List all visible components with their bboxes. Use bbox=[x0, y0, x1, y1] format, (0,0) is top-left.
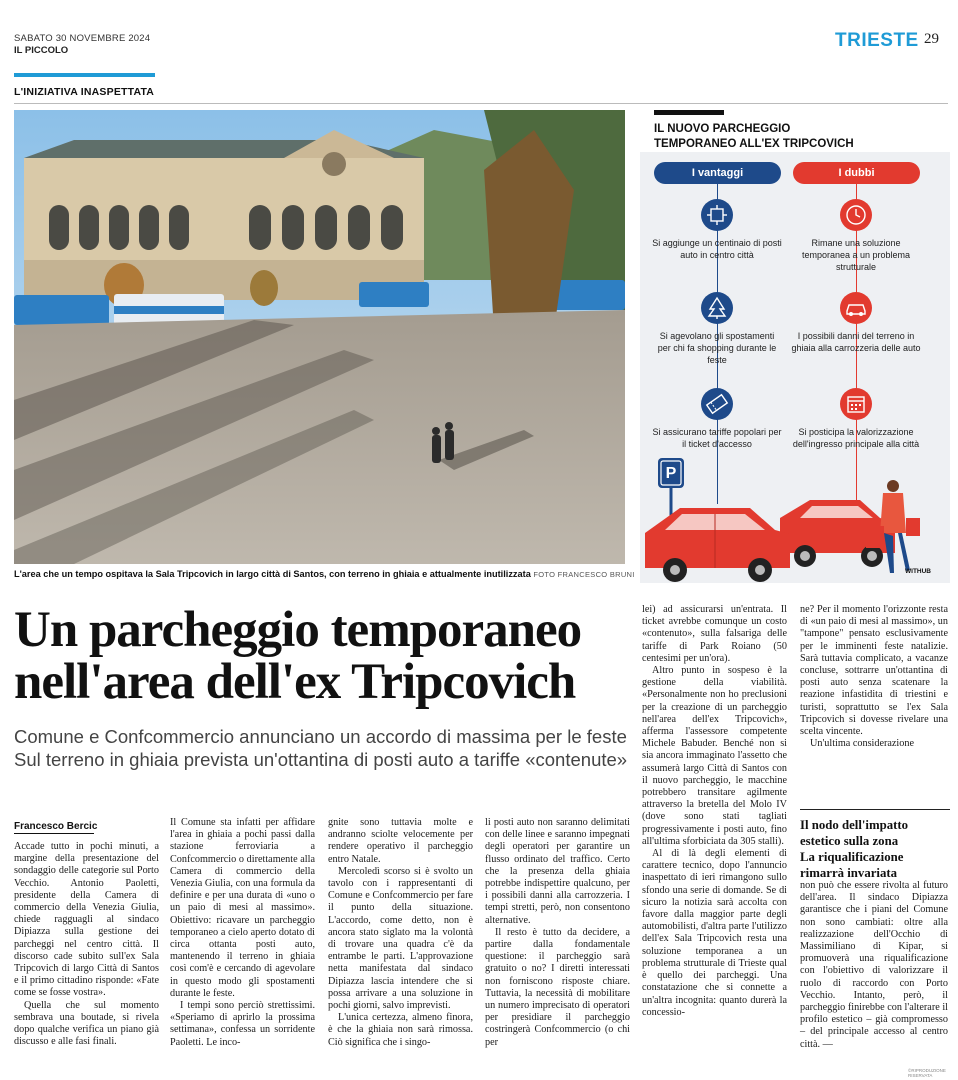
paragraph: Il Comune sta infatti per affidare l'area in ghiaia a pochi passi dalla stazione ferroviaria a Confcommercio o direttamente alla Camera di commercio della Venezia Giulia, con una formula da definire e per una durata di «uno o un paio di mesi al massimo». Obiettivo: ricavare un parcheggio temporaneo a cielo aperto dotato di circa ottanta posti auto, mantenendo il terreno in ghiaia così com'è e cercando di agevolare in questo modo gli spostamenti durante le feste. bbox=[170, 817, 315, 999]
paragraph: Il resto è tutto da decidere, a partire dalla fondamentale questione: il parcheggio sarà gratuito o no? I diretti interessati non forniscono risposte chiare. Tuttavia, la necessità di mobilitare un numero imprecisato di operatori per presidiare il parcheggio costringerà Confcommercio (o chi per bbox=[485, 926, 630, 1048]
byline-rule bbox=[14, 833, 94, 834]
body-column-3 bbox=[328, 817, 473, 1049]
headline-line1: Un parcheggio temporaneo bbox=[14, 602, 582, 658]
advantage-2-text: Si agevolano gli spostamenti per chi fa shopping durante le feste bbox=[657, 331, 777, 365]
advantage-1-text: Si aggiunge un centinaio di posti auto in centro città bbox=[652, 238, 782, 260]
photo-credit: FOTO FRANCESCO BRUNI bbox=[533, 570, 635, 579]
kicker-accent-bar bbox=[14, 73, 155, 77]
paragraph: non può che essere rivolta al futuro dell'area. Il sindaco Dipiazza garantisce che i piani del Comune non sono cambiati: oltre alla realizzazione dell'Occhio di Massimiliano di Kipar, si promuoverà una riqualificazione con l'obiettivo di valorizzare il ruolo di raccordo con Porto Vecchio. Intanto, però, il parcheggio finirebbe con l'alterare il profilo estetico – già compromesso – del principale accesso al centro città. — bbox=[800, 880, 948, 1050]
inner-subtitle-line4: rimarrà invariata bbox=[800, 866, 898, 880]
cars-illustration bbox=[640, 478, 950, 583]
infographic-credit: WITHUB bbox=[905, 568, 931, 575]
paragraph: Altro punto in sospeso è la gestione della viabilità. «Personalmente non ho preclusioni per la creazione di un parcheggio nell'area dell'ex Tripcovich», afferma l'assessore competente Michele Babuder. Benché non si sia ancora immaginato l'assetto che assumerà largo Città di Santos con il nuovo parcheggio, le macchine potrebbero transitare agilmente attraverso la bretella del Molo IV (dove sono stati tagliati progressivamente i posti auto, fino all'ultima sforbiciata da 305 stalli). bbox=[642, 665, 787, 847]
advantages-header: I vantaggi bbox=[654, 162, 781, 184]
photo-caption bbox=[14, 569, 635, 579]
body-column-2 bbox=[170, 817, 315, 1049]
ticket-icon bbox=[701, 388, 733, 420]
subheadline-line2: Sul terreno in ghiaia prevista un'ottantina di posti auto a tariffe «contenute» bbox=[14, 749, 628, 770]
parking-grid-icon bbox=[701, 199, 733, 231]
inner-subtitle-line2: estetico sulla zona bbox=[800, 834, 899, 848]
paragraph: Un'ultima considerazione bbox=[810, 738, 914, 750]
newspaper-name: IL PICCOLO bbox=[14, 45, 69, 56]
infographic-accent-bar bbox=[654, 110, 724, 115]
body-column-4 bbox=[485, 817, 630, 1049]
body-column-6b bbox=[800, 880, 948, 1051]
paragraph: Al di là degli elementi di carattere tecnico, dopo l'annuncio inaspettato di ieri rimangono sullo sfondo una serie di domande. Se di sicuro la notizia sarà accolta con favore dalla maggior parte degli automobilisti, d'altra parte l'utilizzo dell'ex Sala Tripcovich resta una soluzione temporanea a un problema strutturale di Trieste qual è quello dei parcheggi. Una constatazione che si connette a un'altra incognita: quanto durerà la concessio- bbox=[642, 848, 787, 1018]
doubt-1-text: Rimane una soluzione temporanea a un problema strutturale bbox=[801, 238, 911, 272]
clock-icon bbox=[840, 199, 872, 231]
parking-sign-letter: P bbox=[665, 465, 677, 482]
paragraph: Mercoledì scorso si è svolto un tavolo con i rappresentanti di Comune e Confcommercio per fare il punto della situazione. L'accordo, come detto, non è ancora stato siglato ma la volontà di trovare una quadra c'è da entrambe le parti. L'approvazione netta manifestata dal sindaco Dipiazza lascia intendere che si possa arrivare a una soluzione in pochi giorni, salvo imprevisti. bbox=[328, 865, 473, 1012]
subheadline bbox=[14, 725, 627, 771]
paragraph: ne? Per il momento l'orizzonte resta di «un paio di mesi al massimo», un "tampone" pensato esclusivamente per le imminenti feste natalizie. Sarà tuttavia complicato, a vacanze concluse, sottrarre un'ottantina di posti auto senza scatenare la reazione infastidita di triestini e turisti, soprattutto se l'ex Sala Tripcovich si dovesse rivelare una scelta vincente. bbox=[800, 604, 948, 738]
headline bbox=[14, 604, 581, 708]
infographic-title-line2: TEMPORANEO ALL'EX TRIPCOVICH bbox=[654, 138, 854, 150]
page-number: 29 bbox=[924, 31, 939, 47]
doubt-3-text: Si posticipa la valorizzazione dell'ingresso principale alla città bbox=[792, 427, 920, 449]
body-column-5 bbox=[642, 604, 787, 1019]
christmas-tree-icon bbox=[701, 292, 733, 324]
photo-illustration bbox=[14, 110, 625, 564]
paragraph: I tempi sono perciò strettissimi. «Speriamo di aprirlo la prossima settimana», confessa un sorridente Paoletti. Le inco- bbox=[170, 1000, 315, 1048]
section-name: TRIESTE bbox=[835, 30, 919, 51]
kicker-rule bbox=[14, 103, 948, 104]
paragraph: li posti auto non saranno delimitati con delle linee e saranno impegnati degli operatori per garantire un flusso ordinato del traffico. Certo che la presenza della ghiaia potrebbe indispettire qualcuno, per i possibili danni alla carrozzeria. I tempi stretti, però, non consentono alternative. bbox=[485, 817, 630, 926]
copyright-notice: ©RIPRODUZIONE RISERVATA bbox=[908, 1068, 946, 1078]
inner-subtitle bbox=[800, 817, 908, 881]
paragraph: lei) ad assicurarsi un'entrata. Il ticket avrebbe comunque un costo «contenuto», sulla falsariga delle tariffe di Park Roiano (50 centesimi per un'ora). bbox=[642, 604, 787, 664]
subheadline-line1: Comune e Confcommercio annunciano un accordo di massima per le feste bbox=[14, 726, 627, 747]
doubts-header: I dubbi bbox=[793, 162, 920, 184]
paragraph: L'unica certezza, almeno finora, è che la ghiaia non sarà rimossa. Ciò significa che i singo- bbox=[328, 1012, 473, 1048]
byline: Francesco Bercic bbox=[14, 821, 98, 832]
body-column-1 bbox=[14, 841, 159, 1048]
infographic-title-line1: IL NUOVO PARCHEGGIO bbox=[654, 123, 791, 135]
subtitle-rule-top bbox=[800, 809, 950, 810]
body-column-6a bbox=[800, 604, 948, 750]
doubt-2-text: I possibili danni del terreno in ghiaia alla carrozzeria delle auto bbox=[791, 331, 921, 353]
calendar-icon bbox=[840, 388, 872, 420]
car-icon bbox=[840, 292, 872, 324]
caption-text: L'area che un tempo ospitava la Sala Tripcovich in largo città di Santos, con terreno in ghiaia e attualmente inutilizzata bbox=[14, 569, 531, 579]
headline-line2: nell'area dell'ex Tripcovich bbox=[14, 654, 576, 710]
inner-subtitle-line3: La riqualificazione bbox=[800, 850, 904, 864]
paragraph: gnite sono tuttavia molte e andranno sciolte velocemente per rendere operativo il parcheggio entro Natale. bbox=[328, 817, 473, 865]
article-photo bbox=[14, 110, 625, 564]
infographic-title bbox=[654, 122, 854, 152]
paragraph: Quella che sul momento sembrava una boutade, si rivela dopo qualche verifica un piano già discusso e alle fasi finali. bbox=[14, 999, 159, 1048]
inner-subtitle-line1: Il nodo dell'impatto bbox=[800, 818, 909, 832]
kicker: L'INIZIATIVA INASPETTATA bbox=[14, 86, 155, 98]
advantage-3-text: Si assicurano tariffe popolari per il ticket d'accesso bbox=[652, 427, 782, 449]
paragraph: Accade tutto in pochi minuti, a margine della presentazione del sondaggio delle categorie sul Porto Vecchio. Antonio Paoletti, presidente della Camera di commercio della Venezia Giulia, chiede ragguagli al sindaco Dipiazza sulla gestione dei parcheggi nel centro città. Il discorso cade subito sull'ex Sala Tripcovich di largo Città di Santos e il primo cittadino risponde: «Fate come se fosse vostra». bbox=[14, 841, 159, 999]
issue-date: SABATO 30 NOVEMBRE 2024 bbox=[14, 33, 151, 44]
